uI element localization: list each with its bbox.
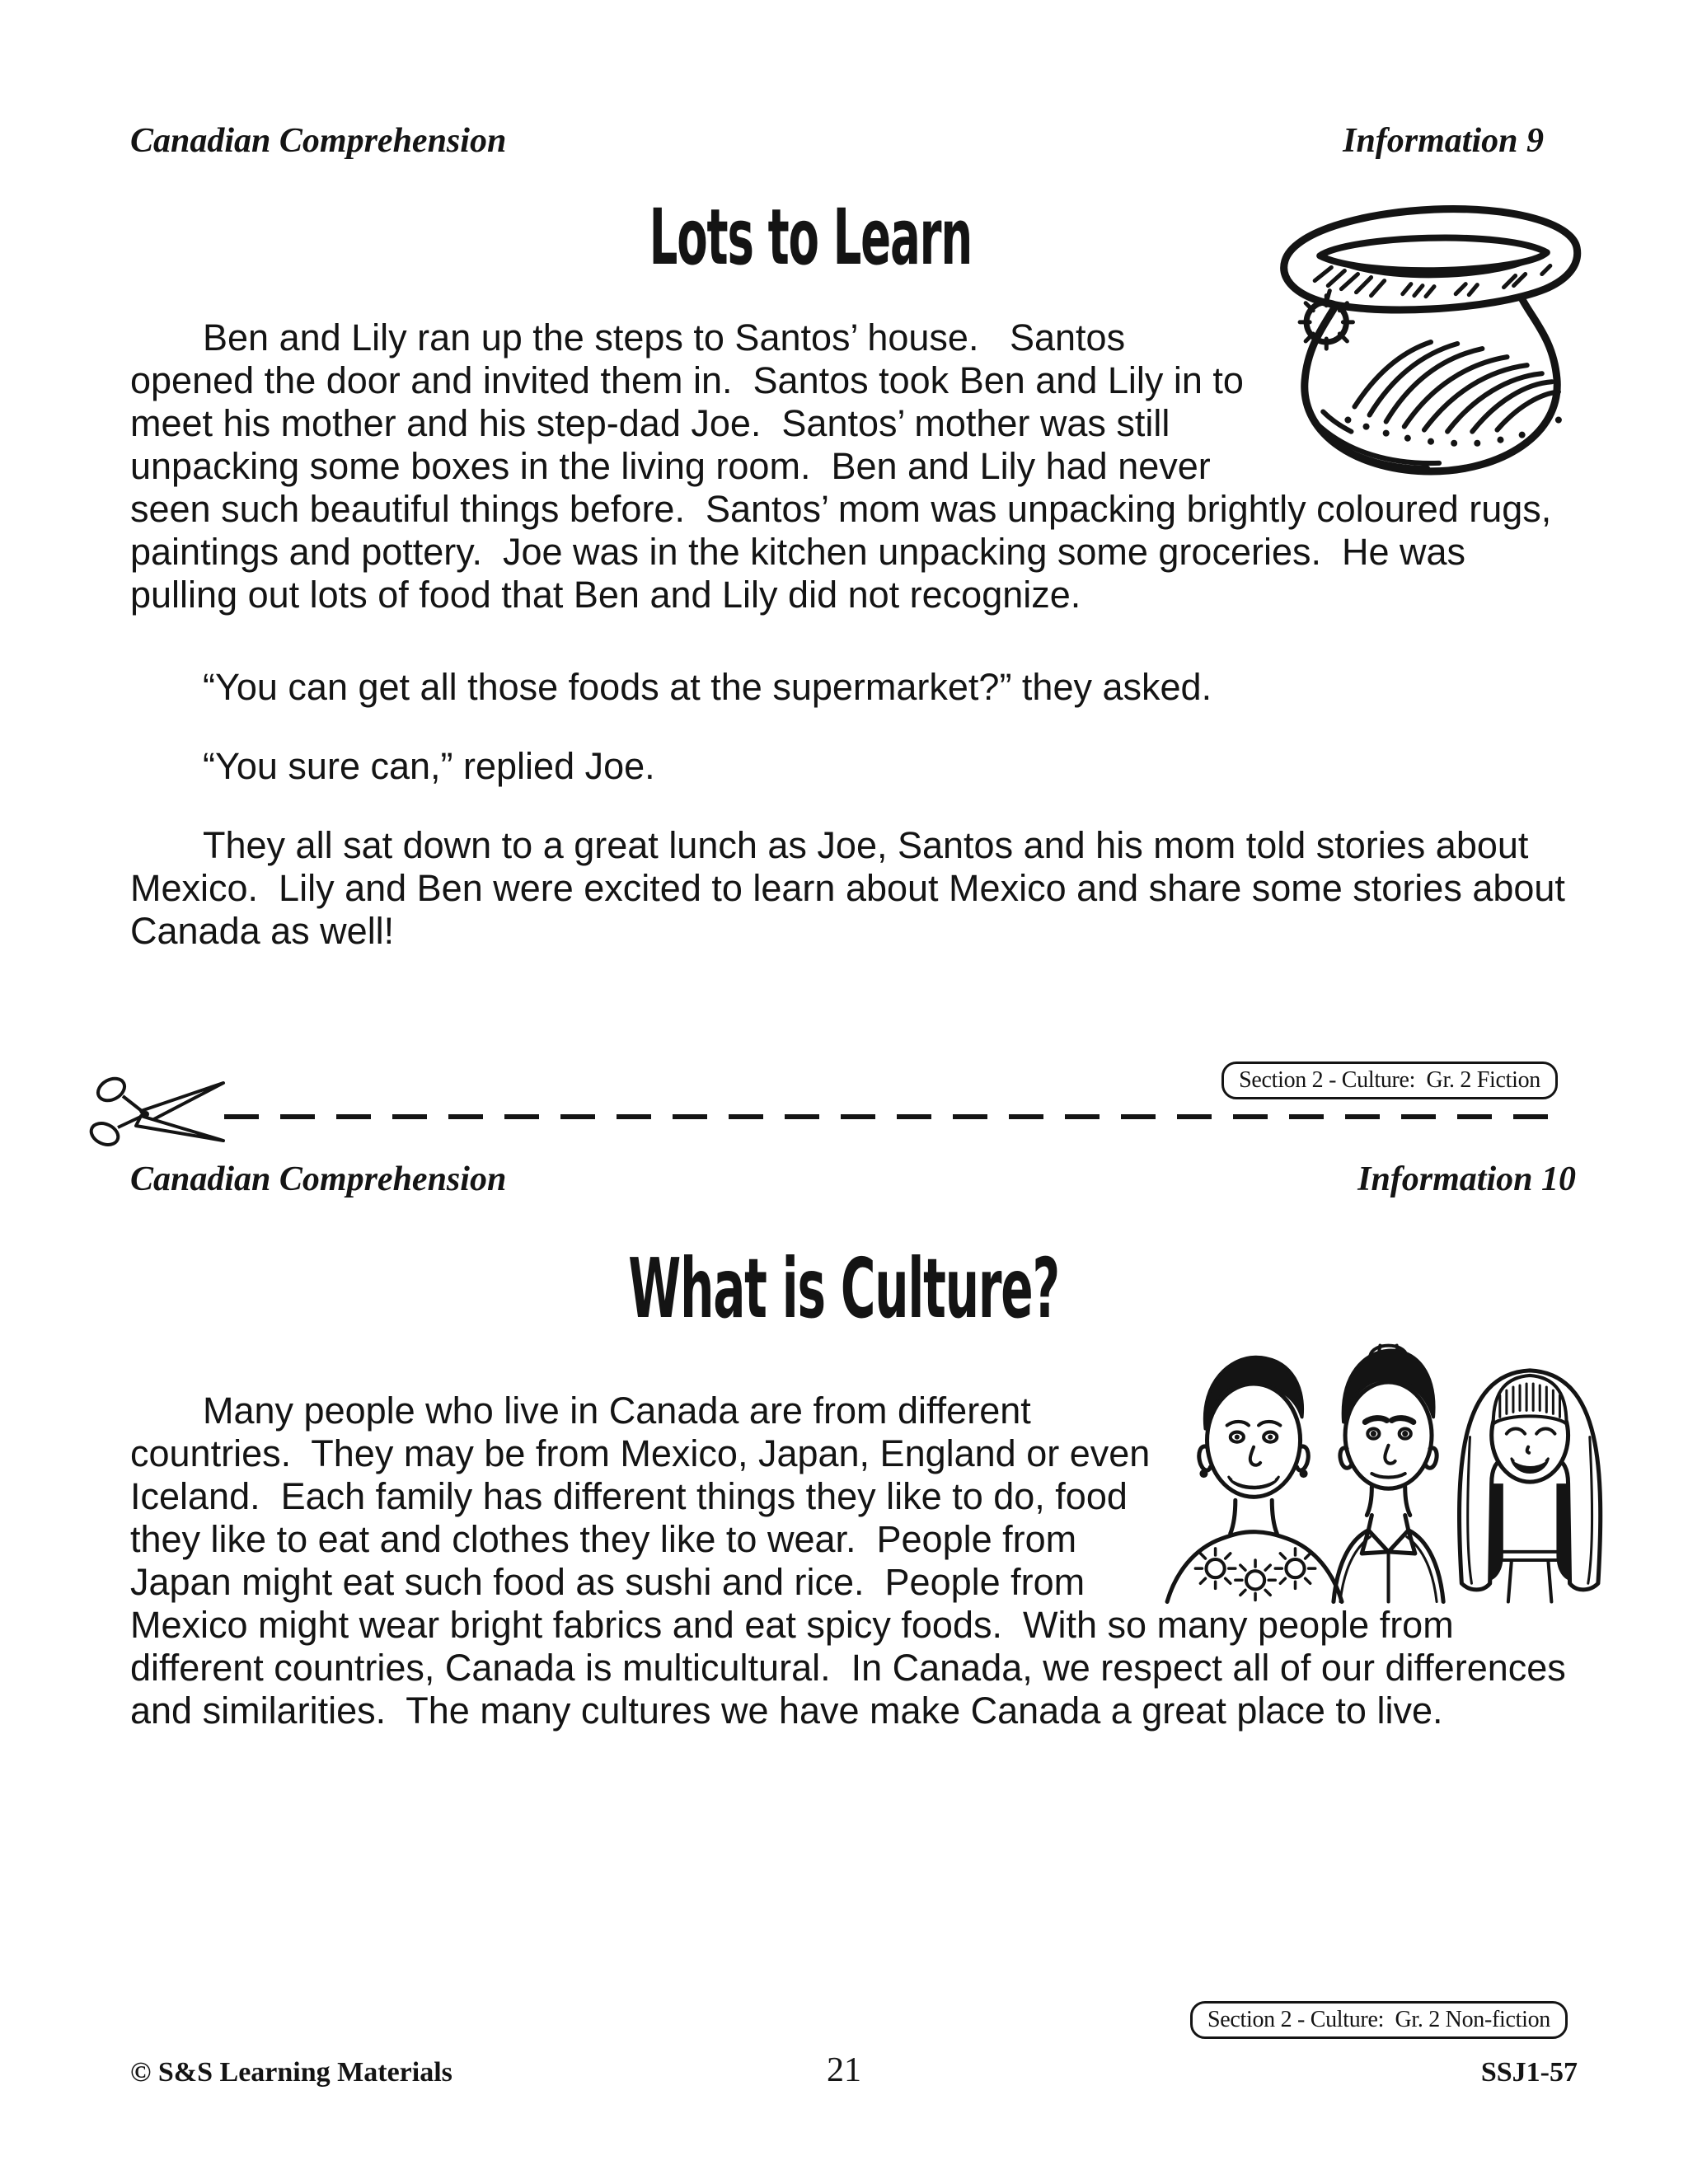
section-badge-nonfiction: Section 2 - Culture: Gr. 2 Non-fiction: [1190, 2001, 1568, 2039]
pot-wrap-spacer: [1257, 316, 1582, 488]
story-paragraph: Ben and Lily ran up the steps to Santos’ house. Santos opened the door and invited them in. Santos took Ben and Lily in to meet his mother and his step-dad Joe. Santos’ mother was still unpacking some boxes in the living room. Ben and Lily had never seen such beautiful things before. Santos’ mom was unpacking brightly coloured rugs, paintings and pottery. Joe was in the kitchen unpacking some groceries. He was pulling out lots of food that Ben and Lily did not recognize.: [130, 316, 1562, 616]
scissors-icon: [82, 1068, 231, 1154]
page-label-information-10: Information 10: [1357, 1160, 1576, 1198]
story-paragraph: Many people who live in Canada are from different countries. They may be from Mexico, Japan, England or even Iceland. Each family has different things they like to do, food they like to eat and clothes they like to wear. People from Japan might eat such food as sushi and rice. People from Mexico might wear bright fabrics and eat spicy foods. With so many people from different countries, Canada is multicultural. In Canada, we respect all of our differences and similarities. The many cultures we have make Canada a great place to live.: [130, 1390, 1577, 1732]
story-paragraph: “You sure can,” replied Joe.: [203, 745, 655, 787]
section-badge-fiction: Section 2 - Culture: Gr. 2 Fiction: [1221, 1062, 1558, 1099]
page-number: 21: [827, 2051, 861, 2089]
page-label-information-9: Information 9: [1343, 122, 1544, 160]
cut-dashed-line: [224, 1114, 1558, 1119]
scissors-upper-blade: [141, 1083, 223, 1122]
book-title: Canadian Comprehension: [130, 1160, 507, 1198]
scissors-lower-blade: [136, 1116, 223, 1141]
product-code: SSJ1-57: [1480, 2057, 1578, 2088]
story-paragraph: They all sat down to a great lunch as Joe, Santos and his mom told stories about Mexico. Lily and Ben were excited to learn about Mexico and share some stories about Canada as well!: [130, 824, 1576, 952]
story-title-lots-to-learn: Lots to Learn: [649, 193, 972, 283]
header-row-fiction: [130, 122, 1544, 160]
header-row-nonfiction: [130, 1160, 1576, 1198]
copyright-notice: © S&S Learning Materials: [130, 2057, 452, 2088]
book-title: Canadian Comprehension: [130, 122, 507, 160]
faces-wrap-spacer: [1152, 1390, 1582, 1604]
story-title-what-is-culture: What is Culture?: [628, 1240, 1060, 1337]
story-paragraph: “You can get all those foods at the supermarket?” they asked.: [203, 666, 1212, 708]
nonfiction-text: [130, 1390, 1582, 1769]
fiction-story-text: [130, 316, 1582, 989]
scissors-handle: [88, 1119, 122, 1149]
scissors-handle: [94, 1074, 128, 1104]
